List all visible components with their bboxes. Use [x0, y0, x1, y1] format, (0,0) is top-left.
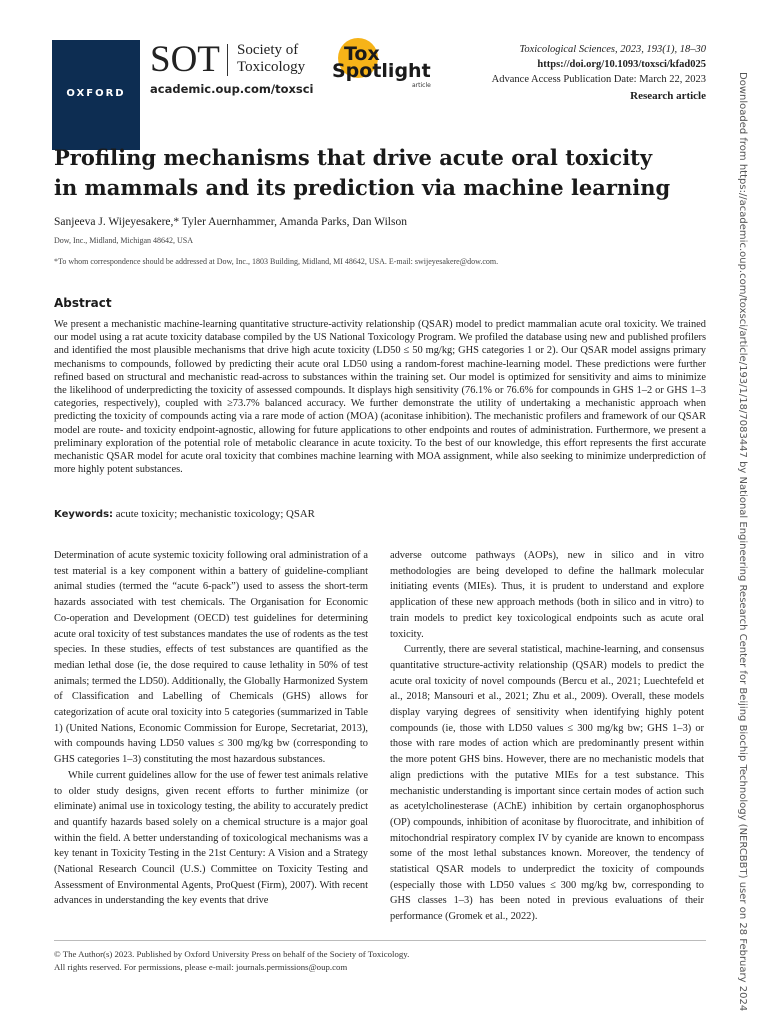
spotlight-article: article [412, 82, 431, 89]
sot-divider [227, 44, 228, 76]
keywords-line [54, 508, 315, 520]
abstract-body: We present a mechanistic machine-learning quantitative structure-activity relationship (QSAR) model to predict mammalian acute oral toxicity. We trained our model using a rat acute toxicity database compiled by the US National Toxicology Program. We profiled the database using new and published profilers and identified the most plausible mechanisms that drive high acute toxicity (LD50 ≤ 50 mg/kg; GHS categories 1 or 2). Our QSAR model assigns primary mechanisms to compounds, followed by predicting their acute oral LD50 using a random-forest machine-learning model. These predictions were further refined based on structural and mechanistic read-across to substances within the training set. Our model is optimized for sensitivity and aims to minimize the likelihood of underpredicting the toxicity of assessed compounds. It displays high sensitivity (76.1% or 76.6% for compounds in GHS 1–2 or GHS 1–3 categories, respectively), coupled with ≥73.7% balanced accuracy. We further demonstrate the utility of undertaking a mechanistic approach when predicting the toxicity of compounds acting via a rare mode of action (MOA) (aconitase inhibition). The mechanistic profilers and framework of our QSAR model are route- and toxicity endpoint-agnostic, allowing for future applications to other endpoints and routes of administration. Furthermore, we present a preliminary exploration of the potential role of metabolic clearance in acute toxicity. To the best of our knowledge, this effort represents the first accurate mechanistic QSAR model for acute oral toxicity that combines machine learning with MOA assignment, while also seeking to minimize underprediction of more highly potent substances. [54, 319, 706, 476]
affiliation: Dow, Inc., Midland, Michigan 48642, USA [54, 236, 194, 245]
spotlight-word: Spotlight [332, 60, 431, 82]
journal-citation: Toxicological Sciences, 2023, 193(1), 18–30 [519, 44, 706, 55]
sot-mark: SOT [150, 39, 220, 80]
body-paragraph: Determination of acute systemic toxicity following oral administration of a test material is a key component within a battery of guideline-compliant animal studies (termed the “acute 6-pack”) used to assess the short-term hazards associated with test chemicals. The Organisation for Economic Co-operation and Development (OECD) test guidelines for determining acute oral toxicity of test substances mandates the use of rodents as the test species. In these studies, effects of test substances are quantified as the median lethal dose (ie, the dose required to cause lethality in 50% of test animals; termed the LD50). Additionally, the Globally Harmonized System of Classification and Labelling of Chemicals (GHS) allows for categorization of acute oral toxicity into 5 categories (summarized in Table 1) (United Nations, Economic Commission for Europe, Secretariat, 2013), with compounds having LD50 values ≤ 300 mg/kg bw (corresponding to GHS categories 1–3) constituting the most hazardous substances. [54, 550, 368, 766]
doi-link[interactable]: https://doi.org/10.1093/toxsci/kfad025 [537, 59, 706, 70]
article-title: Profiling mechanisms that drive acute oral toxicity in mammals and its prediction via machine learning [54, 145, 671, 200]
society-url-link[interactable]: academic.oup.com/toxsci [150, 82, 314, 96]
keywords-value: acute toxicity; mechanistic toxicology; QSAR [113, 508, 315, 520]
body-column-right [390, 548, 704, 925]
body-paragraph: While current guidelines allow for the use of fewer test animals relative to older study designs, given recent efforts to further minimize (or eliminate) animal use in toxicology testing, the ability to accurately predict and quantify hazards based solely on a chemical structure is a major goal within the field. A better understanding of toxicological mechanisms was a key tenant in Toxicity Testing in the 21st Century: A Vision and a Strategy (National Research Council (U.S.) Committee on Toxicity Testing and Assessment of Environmental Agents, ProQuest (Firm), 2007). With recent advances in understanding the key events that drive [54, 769, 368, 907]
oxford-logo-text: OXFORD [66, 88, 126, 99]
keywords-label: Keywords: [54, 509, 114, 520]
article-type: Research article [630, 90, 706, 102]
journal-info [492, 42, 706, 104]
copyright-line: © The Author(s) 2023. Published by Oxford University Press on behalf of the Society of Toxicology. [54, 949, 410, 959]
sot-name-line1: Society of [237, 42, 299, 58]
download-notice-sidebar [732, 72, 748, 1012]
author-list: Sanjeeva J. Wijeyesakere,* Tyler Auernhammer, Amanda Parks, Dan Wilson [54, 216, 407, 228]
sot-name-line2: Toxicology [237, 59, 306, 75]
body-paragraph: adverse outcome pathways (AOPs), new in silico and in vitro methodologies are being developed to define the hallmark molecular initiating events (MIEs). Thus, it is prudent to understand and explore application of these new approach methods (both in silico and in vitro) to train models to predict key toxicological endpoints such as acute oral toxicity. [390, 550, 704, 640]
oxford-logo [52, 40, 140, 150]
tox-spotlight-badge [330, 38, 440, 94]
advance-access-date: Advance Access Publication Date: March 22, 2023 [491, 74, 706, 85]
download-notice-text: Downloaded from https://academic.oup.com/toxsci/article/193/1/18/7083447 by National Engineering Research Center for Beijing Biochip Technology (NERCBBT) user on 28 February 2024 [737, 72, 748, 1012]
footer-rule [54, 940, 706, 941]
body-column-left [54, 548, 368, 909]
permissions-line: All rights reserved. For permissions, please e-mail: journals.permissions@oup.com [54, 962, 348, 972]
sot-name [237, 42, 305, 76]
correspondence-note: *To whom correspondence should be addressed at Dow, Inc., 1803 Building, Midland, MI 48642, USA. E-mail: swijeyesakere@dow.com. [54, 257, 499, 266]
copyright-footer [54, 948, 409, 974]
body-paragraph: Currently, there are several statistical, machine-learning, and consensus quantitative structure-activity relationship (QSAR) models to predict the acute oral toxicity of novel compounds (Bercu et al., 2021; Luechtefeld et al., 2018; Mansouri et al., 2021; Zhu et al., 2009). Overall, these models display varying degrees of sensitivity when identifying highly potent compounds (ie, those with LD50 values ≤ 300 mg/kg bw; GHS 1–3) or those with rare modes of action which are predominantly present within the more potent GHS bins. However, there are no mechanistic models that align predictions with the putative MIEs for a test substance. This mechanistic understanding is important since certain modes of action such as acetylcholinesterase (AChE) inhibition by certain organophosphorus (OP) compounds, inhibition of aconitase by fluorocitrate, and inhibition of mitochondrial respiratory complex IV by cyanide are known to encompass some of the most lethal substances known. Moreover, the tendency of statistical QSAR models to underpredict the toxicity of compounds (especially those with LD50 values ≤ 300 mg/kg bw, corresponding to GHS classes 1–3) has been noted in previous evaluations of their performance (Gromek et al., 2022). [390, 644, 704, 923]
abstract-heading: Abstract [54, 296, 112, 310]
spotlight-tox: Tox [344, 43, 380, 65]
